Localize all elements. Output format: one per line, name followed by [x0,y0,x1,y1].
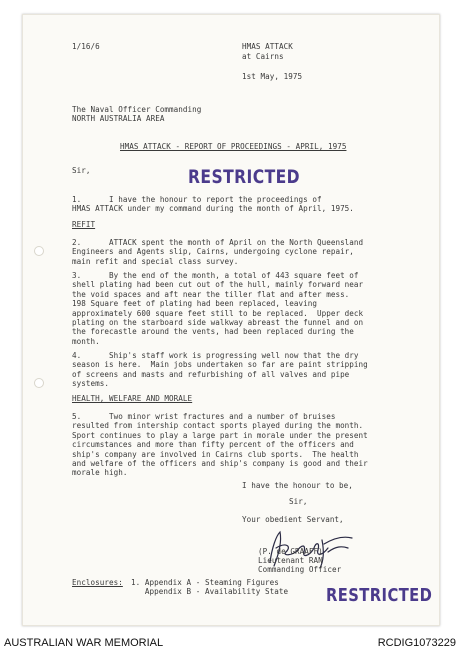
text-line: circumstances and more than fifty percent of the officers and [72,440,354,450]
punch-hole [34,378,44,388]
closing-line: I have the honour to be, [242,481,353,490]
text-line: Sport continues to play a large part in morale under the present [72,430,368,440]
text-line: of screens and masts and refurbishing of all valves and pipe [72,369,350,379]
closing-servant: Your obedient Servant, [242,515,344,524]
text-line: Engineers and Agents slip, Cairns, undergoing cyclone repair, [72,247,354,257]
paragraph-3 [72,271,363,346]
report-title: HMAS ATTACK - REPORT OF PROCEEDINGS - APRIL, 1975 [120,142,347,151]
text-line: month. [72,336,100,346]
addressee-line: NORTH AUSTRALIA AREA [72,114,165,124]
paragraph-2 [72,238,363,266]
text-line: 3. By the end of the month, a total of 443 square feet of [72,271,359,280]
enclosures-list [131,578,288,597]
text-line: 1. I have the honour to report the proceedings of [72,195,322,204]
addressee [72,105,201,124]
text-line: plating on the starboard side walkway abreast the funnel and on [72,318,364,328]
restricted-stamp-top: RESTRICTED [188,166,301,188]
text-line: 2. ATTACK spent the month of April on the North Queensland [72,238,364,247]
signatory-position: Commanding Officer [258,565,342,574]
text-line: 5. Two minor wrist fractures and a number of bruises [72,412,336,421]
text-line: 4. Ship's staff work is progressing well now that the dry [72,351,359,360]
text-line: morale high. [72,468,128,478]
closing-sir: Sir, [289,497,308,506]
text-line: the forecastle around the vents, had been replaced during the [72,327,354,337]
text-line: systems. [72,379,109,389]
heading-refit: REFIT [72,220,96,229]
ship-name: HMAS ATTACK [242,42,293,51]
salutation: Sir, [72,166,91,175]
signatory-name: (P. de GRAAFF) [258,547,323,556]
restricted-stamp-bottom: RESTRICTED [326,585,433,606]
footer-record-id: RCDIG1073229 [377,637,456,649]
ship-location: at Cairns [242,52,284,61]
addressee-line: The Naval Officer Commanding [72,105,202,114]
text-line: ship's company are involved in Cairns club sports. The health [72,449,359,459]
enclosures-label: Enclosures: [72,578,123,587]
file-reference: 1/16/6 [72,42,100,51]
text-line: main refit and special class survey. [72,256,239,266]
text-line: shell plating had been cut out of the hull, mainly forward near [72,280,364,290]
footer-institution: AUSTRALIAN WAR MEMORIAL [4,637,164,649]
enclosure-item: 1. Appendix A - Steaming Figures [131,578,279,587]
enclosure-item: Appendix B - Availability State [131,587,289,597]
letter-date: 1st May, 1975 [242,72,303,81]
text-line: the void spaces and aft near the tiller flat and after mess. [72,289,350,299]
text-line: 198 Square feet of plating had been replaced, leaving [72,299,317,309]
punch-hole [34,246,44,256]
text-line: HMAS ATTACK under my command during the month of April, 1975. [72,204,354,214]
text-line: approximately 600 square feet still to be replaced. Upper deck [72,308,364,318]
text-line: season is here. Main jobs undertaken so far are paint stripping [72,360,368,370]
paragraph-4 [72,351,368,389]
signatory-rank: Lieutenant RAN [258,556,323,565]
heading-health-welfare: HEALTH, WELFARE AND MORALE [72,394,193,403]
text-line: resulted from intership contact sports played during the month. [72,421,364,431]
text-line: and welfare of the officers and ship's company is good and their [72,459,368,469]
paragraph-1 [72,195,354,214]
paragraph-5 [72,412,368,478]
